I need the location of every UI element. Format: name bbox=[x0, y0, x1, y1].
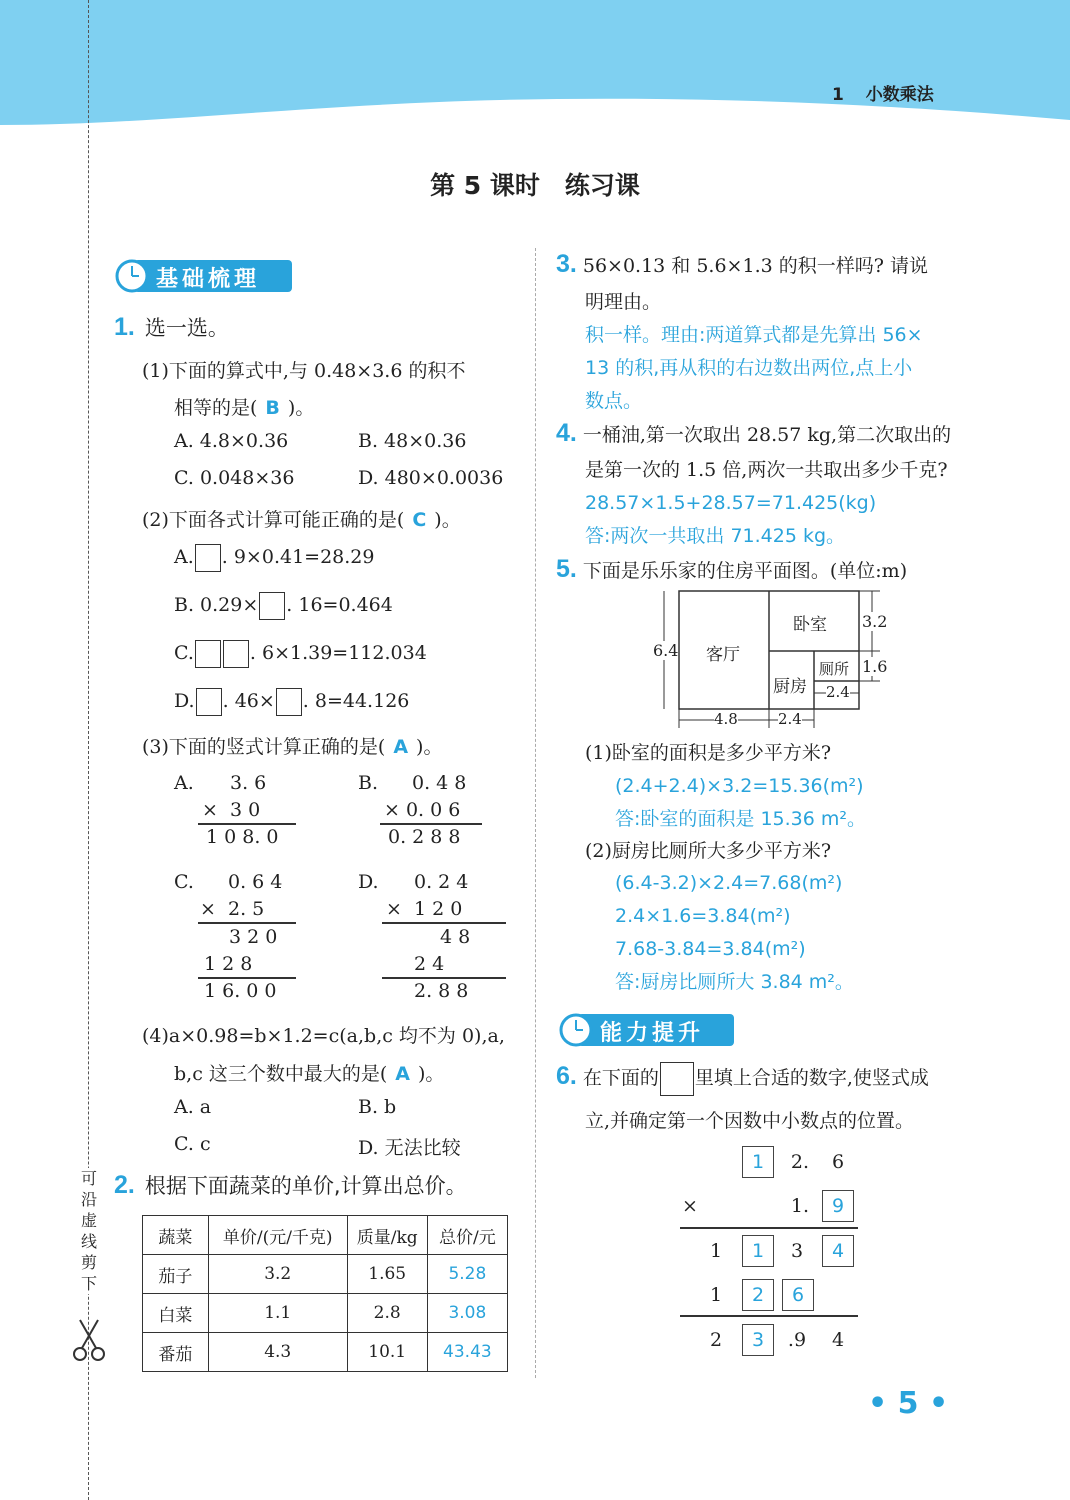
blank-box bbox=[259, 592, 285, 620]
q1-p2-opt-b: B. 0.29× . 16=0.464 bbox=[174, 592, 393, 620]
blank-box bbox=[223, 640, 249, 668]
q3-line1: 3. 56×0.13 和 5.6×1.3 的积一样吗? 请说 bbox=[556, 250, 928, 278]
calc-label-c: C. bbox=[174, 871, 194, 893]
plan-dim-24-kitchen: 2.4 bbox=[778, 710, 802, 728]
q6-r3-d2: 3 bbox=[790, 1240, 804, 1262]
calc-a-rule bbox=[198, 823, 296, 825]
calc-c-line5: 1 6. 0 0 bbox=[204, 980, 277, 1002]
calc-label-b: B. bbox=[358, 772, 379, 794]
table-header-row: 蔬菜 单价/(元/千克) 质量/kg 总价/元 bbox=[143, 1216, 508, 1255]
q6-r5-d2: .9 bbox=[787, 1329, 807, 1351]
calc-d-rule1 bbox=[382, 922, 506, 924]
plan-kitchen: 厨房 bbox=[773, 677, 807, 697]
q6-rule2 bbox=[680, 1315, 858, 1317]
q1-p4-line2: b,c 这三个数中最大的是( A )。 bbox=[174, 1063, 445, 1085]
q3-answer: 积一样。理由:两道算式都是先算出 56× 13 的积,再从积的右边数出两位,点上小 数点。 bbox=[585, 324, 923, 412]
q6-box-r3b: 4 bbox=[822, 1235, 854, 1267]
header-banner bbox=[0, 0, 1070, 140]
q1-p2-line: (2)下面各式计算可能正确的是( C )。 bbox=[142, 509, 461, 531]
q1-p4-opt-c: C. c bbox=[174, 1133, 211, 1155]
column-divider bbox=[535, 248, 536, 1378]
q3-line2: 明理由。 bbox=[585, 291, 662, 313]
q1-p2-opt-a: A. . 9×0.41=28.29 bbox=[174, 544, 374, 572]
q1-p4-line1: (4)a×0.98=b×1.2=c(a,b,c 均不为 0),a, bbox=[142, 1025, 505, 1047]
q2-heading: 2. 根据下面蔬菜的单价,计算出总价。 bbox=[114, 1171, 467, 1199]
blank-box bbox=[196, 688, 222, 716]
lesson-title: 第 5 课时 练习课 bbox=[430, 171, 640, 200]
calc-c-rule2 bbox=[198, 977, 296, 979]
calc-c-rule1 bbox=[198, 922, 296, 924]
q6-line2: 立,并确定第一个因数中小数点的位置。 bbox=[585, 1110, 915, 1132]
plan-dim-48: 4.8 bbox=[714, 710, 738, 728]
q1-p3-line: (3)下面的竖式计算正确的是( A )。 bbox=[142, 736, 443, 758]
calc-label-a: A. bbox=[174, 772, 194, 794]
q4-answer: 28.57×1.5+28.57=71.425(kg) 答:两次一共取出 71.425 kg。 bbox=[585, 492, 877, 547]
q6-line1: 6. 在下面的 里填上合适的数字,使竖式成 bbox=[556, 1062, 929, 1096]
q6-r5-d3: 4 bbox=[831, 1329, 845, 1351]
blank-box bbox=[195, 544, 221, 572]
table-row: 番茄 4.3 10.1 43.43 bbox=[143, 1333, 508, 1372]
q6-r1-d1: 2. bbox=[790, 1151, 810, 1173]
q6-box-r3a: 1 bbox=[742, 1235, 774, 1267]
plan-dim-16: 1.6 bbox=[862, 657, 888, 676]
calc-c-line1: 0. 6 4 bbox=[228, 871, 283, 893]
floor-plan bbox=[650, 588, 890, 730]
plan-dim-64: 6.4 bbox=[653, 641, 679, 660]
q6-rule1 bbox=[680, 1227, 858, 1229]
q1-p4-opt-d: D. 无法比较 bbox=[358, 1137, 461, 1159]
calc-d-line5: 2. 8 8 bbox=[414, 980, 469, 1002]
calc-b-line1: 0. 4 8 bbox=[412, 772, 467, 794]
calc-d-line1: 0. 2 4 bbox=[414, 871, 469, 893]
clock-icon bbox=[112, 252, 158, 298]
section-title: 能力提升 bbox=[600, 1021, 705, 1046]
q5-p2-answer: (6.4-3.2)×2.4=7.68(m²) 2.4×1.6=3.84(m²) 7.68-3.84=3.84(m²) 答:厨房比厕所大 3.84 m²。 bbox=[615, 872, 854, 993]
q4-line1: 4. 一桶油,第一次取出 28.57 kg,第二次取出的 bbox=[556, 419, 952, 447]
cut-note: 可 沿 虚 线 剪 下 bbox=[78, 1168, 100, 1294]
blank-box bbox=[276, 688, 302, 716]
q1-p4-opt-a: A. a bbox=[174, 1096, 212, 1118]
q6-box-r2: 9 bbox=[822, 1190, 854, 1222]
q6-box-r1: 1 bbox=[742, 1146, 774, 1178]
q6-box-r4a: 2 bbox=[742, 1279, 774, 1311]
scissors-icon bbox=[72, 1318, 106, 1362]
q1-p4-opt-b: B. b bbox=[358, 1096, 397, 1118]
calc-b-line3: 0. 2 8 8 bbox=[388, 826, 461, 848]
calc-c-line2: × 2. 5 bbox=[200, 898, 265, 920]
q1-p1-opt-c: C. 0.048×36 bbox=[174, 467, 295, 489]
q1-p1-opt-a: A. 4.8×0.36 bbox=[174, 430, 289, 452]
table-row: 白菜 1.1 2.8 3.08 bbox=[143, 1294, 508, 1333]
plan-dim-32: 3.2 bbox=[862, 612, 888, 631]
q1-p1-line2: 相等的是( B )。 bbox=[174, 397, 315, 419]
calc-c-line4: 1 2 8 bbox=[204, 953, 253, 975]
clock-icon bbox=[556, 1006, 602, 1052]
calc-b-line2: × 0. 0 6 bbox=[384, 799, 461, 821]
q5-p1: (1)卧室的面积是多少平方米? bbox=[585, 742, 832, 764]
plan-living-room: 客厅 bbox=[706, 645, 740, 665]
q6-r1-d2: 6 bbox=[831, 1151, 845, 1173]
blank-box bbox=[660, 1062, 694, 1096]
q6-r4-d1: 1 bbox=[709, 1284, 723, 1306]
calc-b-rule bbox=[380, 823, 482, 825]
calc-d-line3: 4 8 bbox=[440, 926, 471, 948]
q6-box-r4b: 6 bbox=[782, 1279, 814, 1311]
calc-d-line4: 2 4 bbox=[414, 953, 445, 975]
section-title: 基础梳理 bbox=[156, 267, 261, 292]
q6-r2-d1: 1. bbox=[790, 1195, 810, 1217]
q6-r3-d1: 1 bbox=[709, 1240, 723, 1262]
plan-toilet: 厕所 bbox=[819, 660, 850, 678]
q1-p2-opt-d: D. . 46× . 8=44.126 bbox=[174, 688, 409, 716]
chapter-title: 小数乘法 bbox=[865, 85, 934, 105]
q5-p1-answer: (2.4+2.4)×3.2=15.36(m²) 答:卧室的面积是 15.36 m²。 bbox=[615, 775, 866, 830]
calc-a-line2: × 3 0 bbox=[202, 799, 261, 821]
vegetable-table bbox=[142, 1215, 508, 1372]
q4-line2: 是第一次的 1.5 倍,两次一共取出多少千克? bbox=[585, 459, 948, 481]
chapter-header bbox=[832, 80, 934, 105]
section-badge-basics bbox=[112, 252, 294, 294]
q5-p2: (2)厨房比厕所大多少平方米? bbox=[585, 840, 832, 862]
page-number: • 5 • bbox=[868, 1386, 949, 1421]
q6-box-r5: 3 bbox=[742, 1324, 774, 1356]
q1-heading: 1. 选一选。 bbox=[114, 313, 229, 341]
calc-d-rule2 bbox=[382, 977, 506, 979]
q6-r5-d1: 2 bbox=[709, 1329, 723, 1351]
chapter-number: 1 bbox=[832, 85, 844, 105]
plan-dim-24-toilet: 2.4 bbox=[826, 683, 850, 701]
q1-p1-line1: (1)下面的算式中,与 0.48×3.6 的积不 bbox=[142, 360, 466, 382]
blank-box bbox=[195, 640, 221, 668]
calc-d-line2: × 1 2 0 bbox=[386, 898, 463, 920]
q1-p1-opt-b: B. 48×0.36 bbox=[358, 430, 467, 452]
calc-label-d: D. bbox=[358, 871, 379, 893]
q1-p2-opt-c: C. . 6×1.39=112.034 bbox=[174, 640, 427, 668]
q5-line1: 5. 下面是乐乐家的住房平面图。(单位:m) bbox=[556, 555, 908, 583]
q6-r2-times: × bbox=[682, 1195, 698, 1217]
q1-p1-opt-d: D. 480×0.0036 bbox=[358, 467, 504, 489]
calc-a-line1: 3. 6 bbox=[230, 772, 267, 794]
section-badge-advanced bbox=[556, 1006, 738, 1048]
calc-c-line3: 3 2 0 bbox=[229, 926, 278, 948]
calc-a-line3: 1 0 8. 0 bbox=[206, 826, 279, 848]
plan-bedroom: 卧室 bbox=[793, 615, 827, 635]
table-row: 茄子 3.2 1.65 5.28 bbox=[143, 1255, 508, 1294]
